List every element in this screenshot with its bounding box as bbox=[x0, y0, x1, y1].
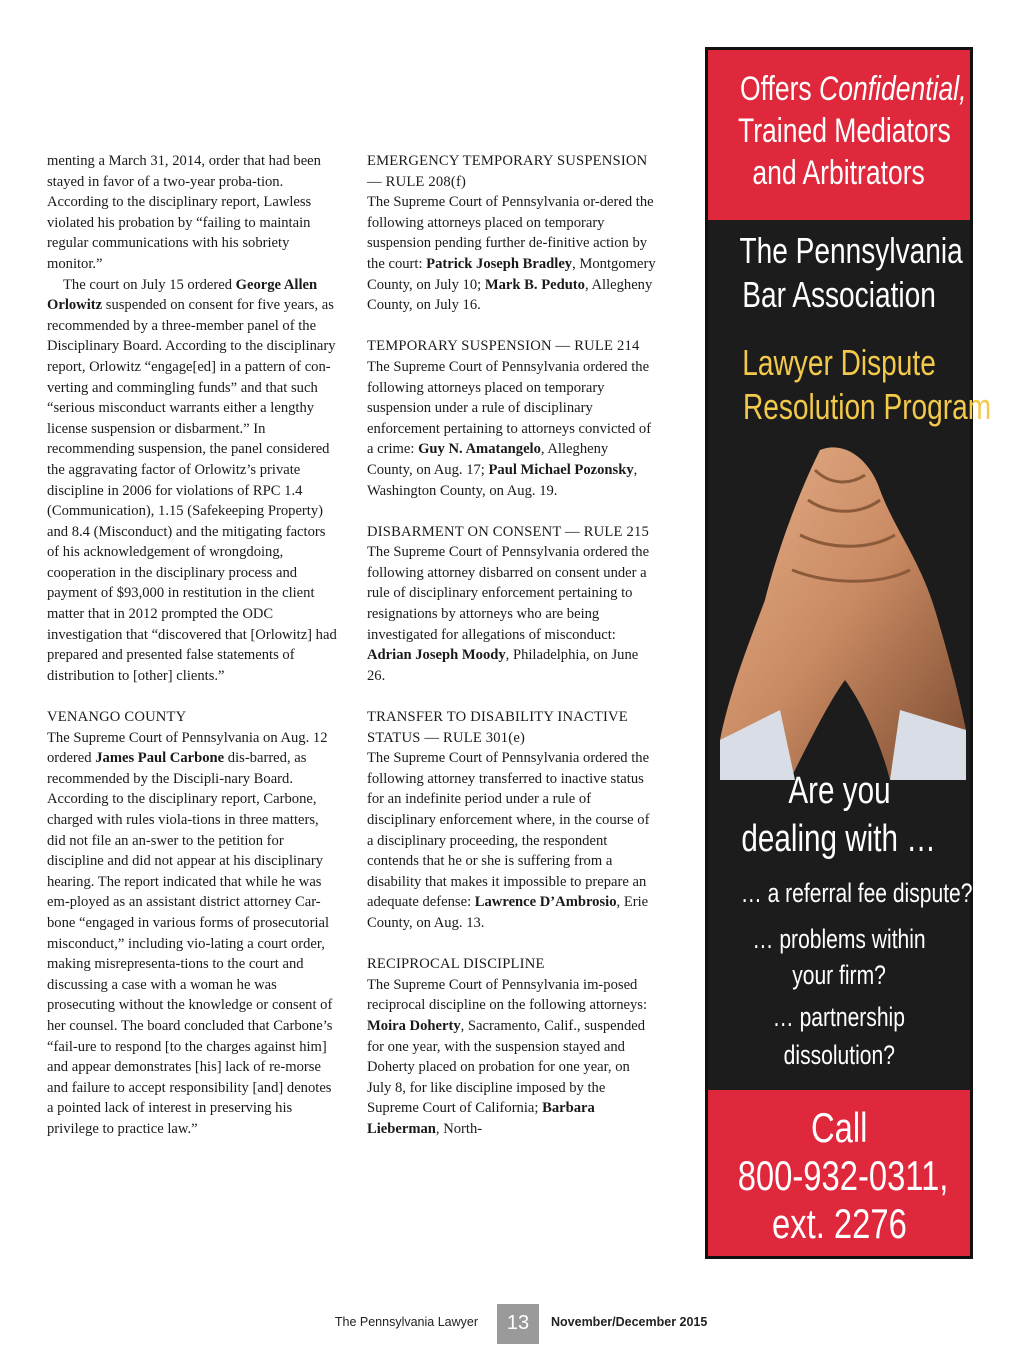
page-footer bbox=[0, 1304, 1024, 1344]
attorney-name: Lawrence D’Ambrosio bbox=[474, 894, 617, 911]
ad-arbitrators-line: and Arbitrators bbox=[752, 154, 926, 192]
section-heading: TRANSFER TO DISABILITY INACTIVE STATUS — RULE 301(e) bbox=[367, 709, 628, 746]
ad-trained-line: Trained Mediators bbox=[738, 112, 951, 150]
ad-question-line-6: … partnership bbox=[772, 1002, 906, 1032]
attorney-name: Paul Michael Pozonsky bbox=[488, 461, 634, 478]
ad-call-panel bbox=[708, 1090, 970, 1256]
paragraph: The Supreme Court of Pennsylvania on Aug. 12 ordered James Paul Carbone dis-barred, as recommended by the Discipli-nary Board. According to the disciplinary report, Carbone, charged with rules viola-tions in three matters, did not file an an-swer to the petition for discipline and did not appear at his disciplinary hearing. The report indicated that while he was em-ployed as an assistant district attorney Car-bone “engaged in various forms of prosecutorial misconduct,” including vio-lating a court order, making misrepresenta-tions to the court and discussing a case with a woman he was prosecuting without the knowledge or consent of her counsel. The board concluded that Carbone’s “fail-ure to respond [to the charges against him] and appear demonstrates [his] lack of re-morse and failure to accept responsibility [and] denotes a pointed lack of interest in preserving his privilege to practice law.” bbox=[47, 729, 333, 1137]
ad-question-line-3: … a referral fee dispute? bbox=[740, 878, 973, 908]
section-heading: VENANGO COUNTY bbox=[47, 709, 187, 726]
ad-pba-line-1: The Pennsylvania bbox=[739, 230, 963, 271]
publication-name: The Pennsylvania Lawyer bbox=[334, 1315, 478, 1329]
attorney-name: Adrian Joseph Moody bbox=[367, 647, 506, 664]
paragraph: The Supreme Court of Pennsylvania im-posed reciprocal discipline on the following attorneys: Moira Doherty, Sacramento, Calif., suspended for one year, with the suspension stayed and Doherty placed on probation for one year, on July 8, for like discipline imposed by the Supreme Court of California; Barbara Lieberman, North- bbox=[367, 976, 648, 1137]
ad-question-line-4: … problems within bbox=[752, 924, 926, 954]
ad-offers-line: Offers Confidential, bbox=[739, 70, 967, 108]
ad-call-label: Call bbox=[810, 1104, 868, 1151]
attorney-name: Moira Doherty bbox=[367, 1017, 461, 1034]
paragraph: The Supreme Court of Pennsylvania or-dered the following attorneys placed on temporary suspension pending further de-finitive action by the court: Patrick Joseph Bradley, Montgomery County, on July 10; Mark B. Peduto, Allegheny County, on July 16. bbox=[367, 194, 656, 314]
ad-extension: ext. 2276 bbox=[771, 1200, 907, 1247]
attorney-name: Patrick Joseph Bradley bbox=[426, 255, 573, 272]
article-column-1 bbox=[47, 151, 339, 1140]
section-heading: TEMPORARY SUSPENSION — RULE 214 bbox=[367, 338, 640, 355]
paragraph: The court on July 15 ordered George Allen Orlowitz suspended on consent for five years, as recommended by a three-member panel of the Disciplinary Board. According to the disciplinary report, Orlowitz “engage[ed] in a pattern of con-verting and commingling funds” and that such “serious misconduct warrants either a lengthy license suspension or disbarment.” In recommending suspension, the panel considered the aggravating factor of Orlowitz’s private discipline in 2006 for violations of RPC 1.4 (Communication), 1.15 (Safekeeping Property) and 8.4 (Misconduct) and the mitigating factors of his acknowledgement of wrongdoing, cooperation in the disciplinary process and payment of $93,000 in restitution in the client matter that in 2012 prompted the ODC investigation that “discovered that [Orlowitz] had prepared and presented false statements of distribution to [other] clients.” bbox=[47, 276, 337, 684]
section-heading: DISBARMENT ON CONSENT — RULE 215 bbox=[367, 523, 649, 540]
paragraph: The Supreme Court of Pennsylvania ordered the following attorneys placed on temporary suspension under a rule of disciplinary enforcement pertaining to attorneys convicted of a crime: Guy N. Amatangelo, Allegheny County, on Aug. 17; Paul Michael Pozonsky, Washington County, on Aug. 19. bbox=[367, 358, 652, 499]
section-heading: RECIPROCAL DISCIPLINE bbox=[367, 956, 545, 973]
ad-question-line-1: Are you bbox=[787, 770, 891, 812]
ad-question-line-2: dealing with … bbox=[741, 818, 937, 860]
ad-program-line-1: Lawyer Dispute bbox=[742, 342, 936, 383]
issue-date: November/December 2015 bbox=[551, 1315, 708, 1329]
advertisement bbox=[705, 47, 992, 1259]
paragraph: menting a March 31, 2014, order that had been stayed in favor of a two-year proba-tion. According to the disciplinary report, Lawless violated his probation by “failing to maintain regular communications with his sobriety monitor.” bbox=[47, 153, 321, 272]
attorney-name: Barbara Lieberman bbox=[367, 1100, 595, 1137]
ad-question-line-7: dissolution? bbox=[783, 1040, 895, 1070]
clasped-hands-image bbox=[720, 440, 966, 780]
article-column-2 bbox=[367, 151, 657, 1140]
ad-question-line-5: your firm? bbox=[792, 960, 886, 990]
attorney-name: Mark B. Peduto bbox=[484, 276, 585, 293]
paragraph: The Supreme Court of Pennsylvania ordered the following attorney disbarred on consent under a rule of disciplinary enforcement pertaining to resignations by attorneys who are being investigated for allegations of misconduct: Adrian Joseph Moody, Philadelphia, on June 26. bbox=[367, 544, 650, 684]
page-number: 13 bbox=[497, 1304, 539, 1344]
attorney-name: George Allen Orlowitz bbox=[47, 276, 318, 314]
ad-phone-number[interactable]: 800-932-0311, bbox=[737, 1152, 949, 1199]
ad-program-line-2: Resolution Program bbox=[742, 386, 992, 427]
paragraph: The Supreme Court of Pennsylvania ordered the following attorney transferred to inactive status for an indefinite period under a rule of disciplinary enforcement where, in the course of a disciplinary proceeding, the respondent contends that he or she is suffering from a disability that makes it impossible to prepare an adequate defense: Lawrence D’Ambrosio, Erie County, on Aug. 13. bbox=[367, 750, 650, 931]
attorney-name: Guy N. Amatangelo bbox=[418, 441, 541, 458]
attorney-name: James Paul Carbone bbox=[95, 750, 225, 767]
ad-pba-line-2: Bar Association bbox=[742, 274, 936, 315]
section-heading: EMERGENCY TEMPORARY SUSPENSION — RULE 208(f) bbox=[367, 153, 648, 190]
